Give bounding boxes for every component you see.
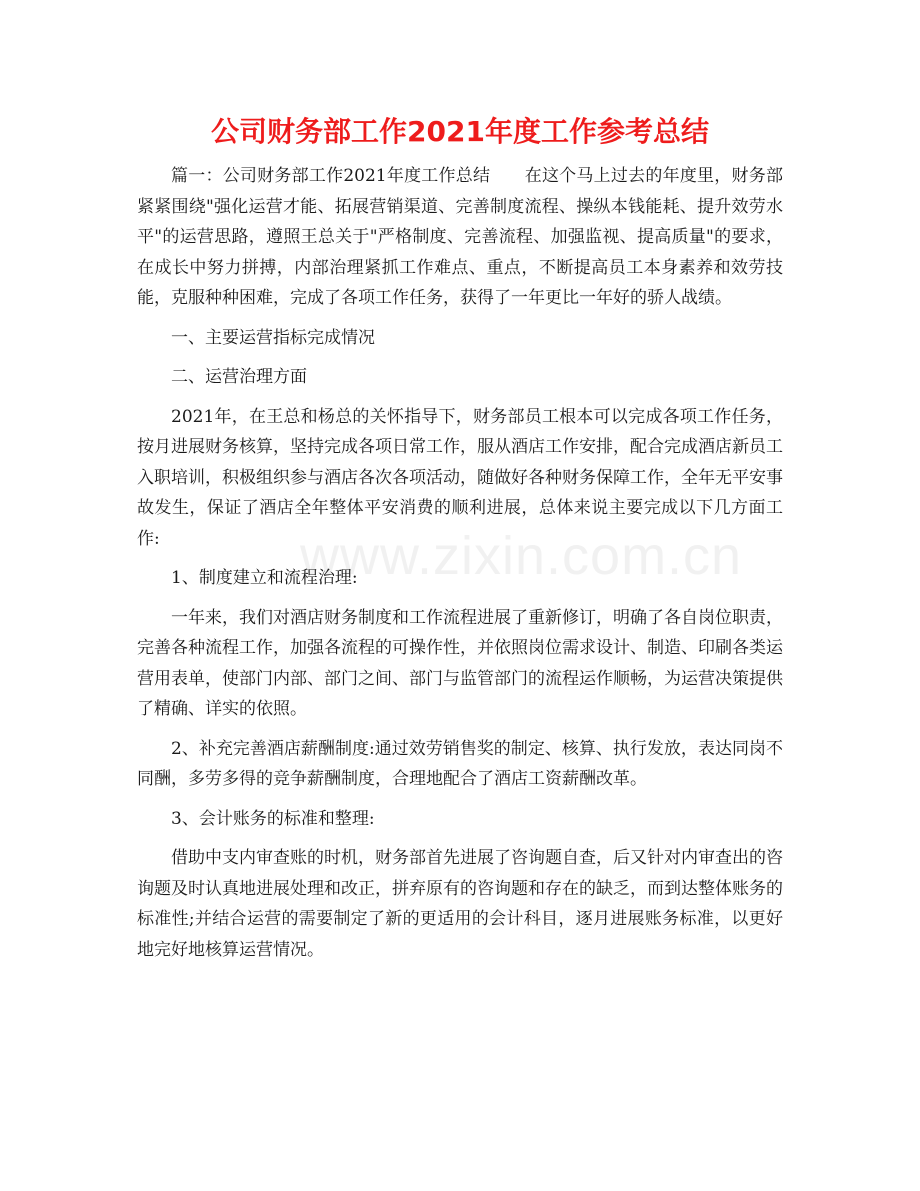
heading-main-indicators: 一、主要运营指标完成情况 <box>171 327 375 348</box>
paragraph-salary-system: 2、补充完善酒店薪酬制度:通过效劳销售奖的制定、核算、执行发放，表达同岗不同酬，多劳多得的竞争薪酬制度，合理地配合了酒店工资薪酬改革。 <box>137 738 783 789</box>
document-title: 公司财务部工作2021年度工作参考总结 <box>211 115 709 148</box>
document-body <box>137 161 783 965</box>
heading-accounting-standards: 3、会计账务的标准和整理: <box>171 808 375 829</box>
heading-operations-management: 二、运营治理方面 <box>171 367 307 387</box>
paragraph-intro: 篇一：公司财务部工作2021年度工作总结 在这个马上过去的年度里，财务部紧紧围绕"强化运营才能、拓展营销渠道、完善制度流程、操纵本钱能耗、提升效劳水平"的运营思路，遵照王总关于"严格制度、完善流程、加强监视、提高质量"的要求，在成长中努力拼搏，内部治理紧抓工作难点、重点，不断提高员工本身素养和效劳技能，克服种种困难，完成了各项工作任务，获得了一年更比一年好的骄人战绩。 <box>137 166 783 308</box>
paragraph-accounting-standards: 借助中支内审查账的时机，财务部首先进展了咨询题自查，后又针对内审查出的咨询题及时认真地进展处理和改正，拼弃原有的咨询题和存在的缺乏，而到达整体账务的标准性;并结合运营的需要制定了新的更适用的会计科目，逐月进展账务标准，以更好地完好地核算运营情况。 <box>137 848 783 960</box>
heading-system-process: 1、制度建立和流程治理: <box>171 568 358 588</box>
watermark: www.zixin.com.cn <box>300 526 743 586</box>
paragraph-operations-summary: 2021年，在王总和杨总的关怀指导下，财务部员工根本可以完成各项工作任务，按月进展财务核算，坚持完成各项日常工作，服从酒店工作安排，配合完成酒店新员工入职培训，积极组织参与酒店各次各项活动，随做好各种财务保障工作，全年无平安事故发生，保证了酒店全年整体平安消费的顺利进展，总体来说主要完成以下几方面工作: <box>137 406 783 549</box>
paragraph-system-process: 一年来，我们对酒店财务制度和工作流程进展了重新修订，明确了各自岗位职责，完善各种流程工作，加强各流程的可操作性，并依照岗位需求设计、制造、印刷各类运营用表单，使部门内部、部门之间、部门与监管部门的流程运作顺畅，为运营决策提供了精确、详实的依照。 <box>137 607 783 719</box>
